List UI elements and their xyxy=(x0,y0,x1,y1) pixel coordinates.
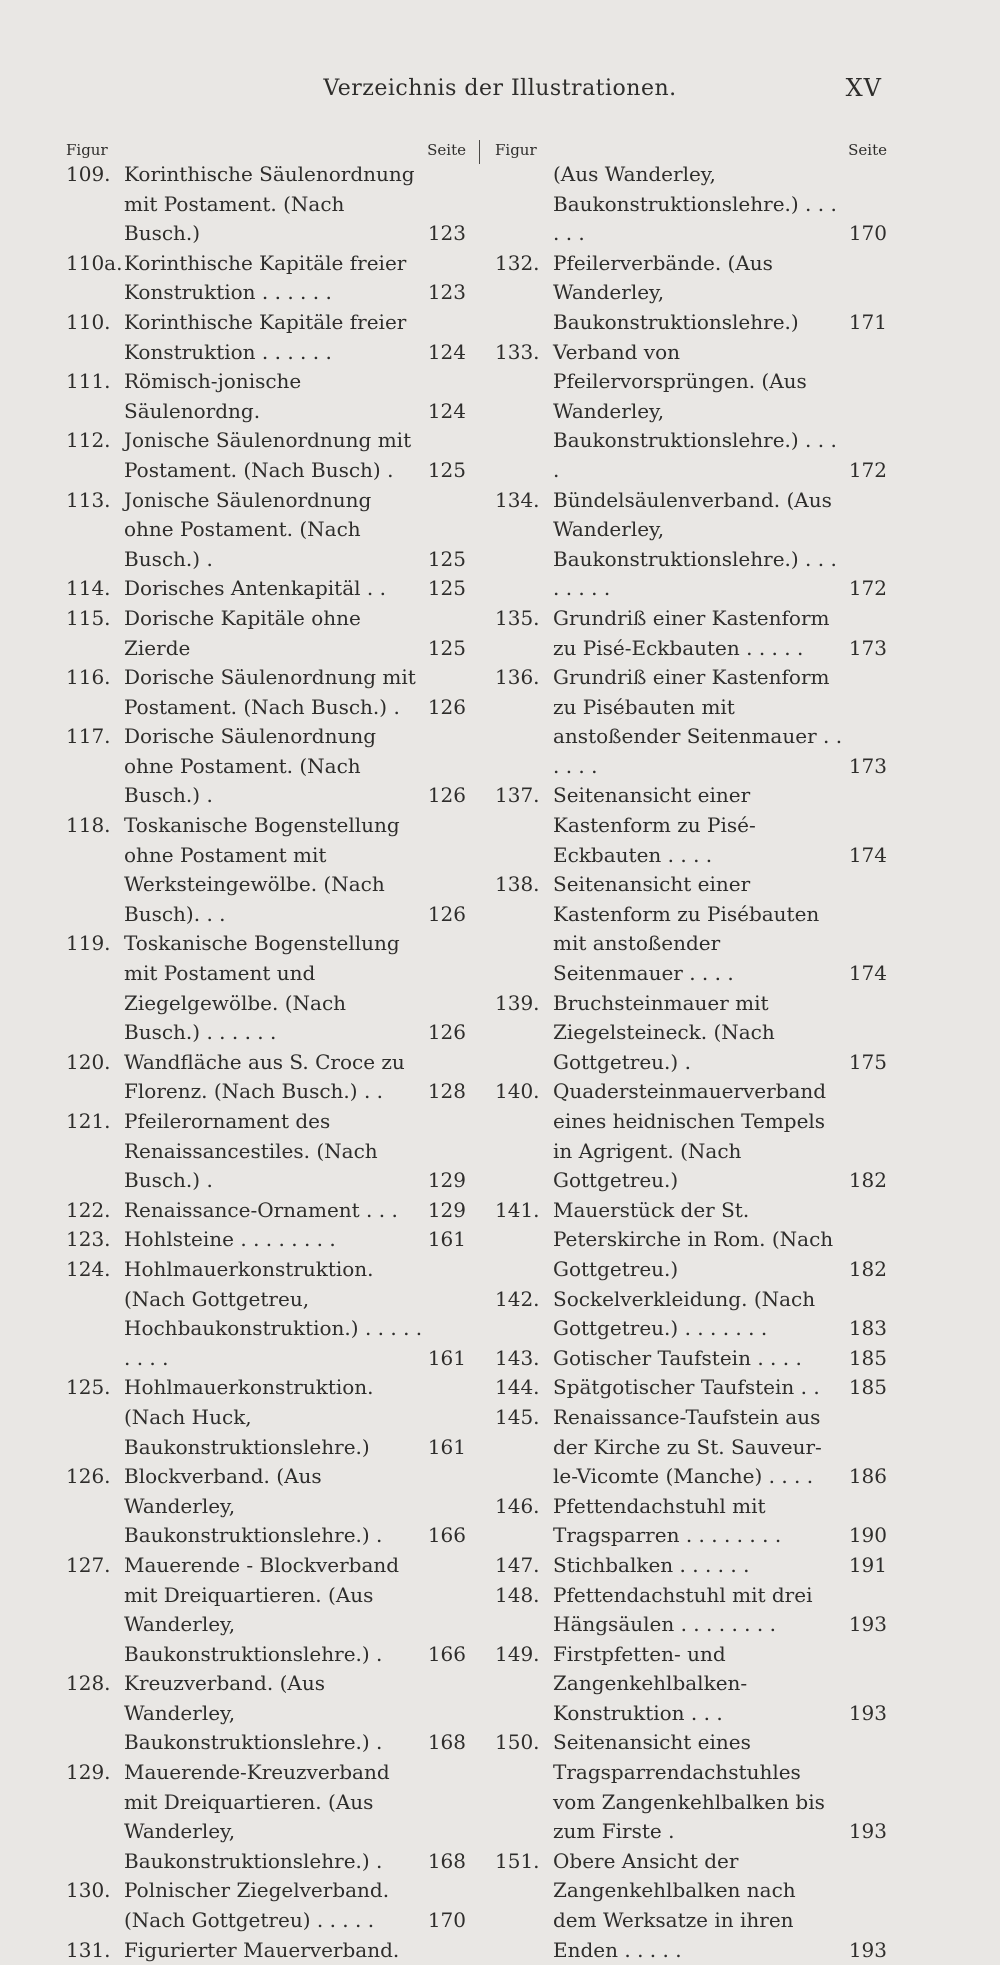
entry-page: 123 xyxy=(427,280,466,305)
entry-text: Blockverband. (Aus Wanderley, Baukonstruktionslehre.) . xyxy=(124,1464,383,1548)
entry-page: 128 xyxy=(427,1079,466,1104)
entry-number: 134. xyxy=(495,487,540,512)
entry-number: 110. xyxy=(66,309,111,334)
entry-page: 174 xyxy=(848,961,887,986)
entry-text: Grundriß einer Kastenform zu Pisébauten mit anstoßender Seitenmauer . . . . . . xyxy=(553,665,843,778)
entry-page: 126 xyxy=(427,901,466,926)
entry-number: 148. xyxy=(495,1582,540,1607)
figure-entry xyxy=(495,781,887,870)
entry-number: 147. xyxy=(495,1552,540,1577)
continued-entry xyxy=(495,160,887,249)
figure-entry xyxy=(66,486,466,575)
entry-number: 122. xyxy=(66,1197,111,1222)
entry-text: Mauerende - Blockverband mit Dreiquartieren. (Aus Wanderley, Baukonstruktionslehre.) . xyxy=(124,1552,400,1666)
entry-number: 140. xyxy=(495,1079,540,1104)
entry-number: 125. xyxy=(66,1375,111,1400)
figure-entry xyxy=(66,249,466,308)
entry-page: 124 xyxy=(427,398,466,423)
figure-entry xyxy=(495,1581,887,1640)
figure-entry xyxy=(66,1373,466,1462)
entry-page: 173 xyxy=(848,635,887,660)
entry-number: 112. xyxy=(66,428,111,453)
entry-number: 126. xyxy=(66,1464,111,1489)
left-entry-list xyxy=(66,160,466,1965)
entry-text: Gotischer Taufstein . . . . xyxy=(553,1345,802,1370)
figure-entry xyxy=(495,870,887,988)
entry-number: 141. xyxy=(495,1197,540,1222)
entry-page: 193 xyxy=(848,1700,887,1725)
right-column xyxy=(495,140,887,1965)
page-heading: Seite xyxy=(427,141,466,159)
figure-heading: Figur xyxy=(495,141,537,159)
entry-text: Renaissance-Taufstein aus der Kirche zu St. Sauveur-le-Vicomte (Manche) . . . . xyxy=(553,1404,822,1489)
entry-page: 172 xyxy=(848,457,887,482)
entry-number: 133. xyxy=(495,339,540,364)
entry-page: 193 xyxy=(848,1937,887,1962)
entry-number: 119. xyxy=(66,931,111,956)
entry-page: 186 xyxy=(848,1464,887,1489)
entry-text: Verband von Pfeilervorsprüngen. (Aus Wanderley, Baukonstruktionslehre.) . . . . xyxy=(553,339,837,482)
entry-text: Dorische Säulenordnung mit Postament. (Nach Busch.) . xyxy=(124,665,416,719)
entry-text: Seitenansicht einer Kastenform zu Pisé-Eckbauten . . . . xyxy=(553,783,756,867)
entry-number: 123. xyxy=(66,1227,111,1252)
entry-text: Quadersteinmauerverband eines heidnischen Tempels in Agrigent. (Nach Gottgetreu.) xyxy=(553,1079,827,1193)
entry-text: Pfettendachstuhl mit Tragsparren . . . . . . . . xyxy=(553,1493,782,1548)
entry-number: 144. xyxy=(495,1375,540,1400)
entry-text: Bündelsäulenverband. (Aus Wanderley, Baukonstruktionslehre.) . . . . . . . . xyxy=(553,487,837,601)
figure-entry xyxy=(495,249,887,338)
entry-text: Hohlsteine . . . . . . . . xyxy=(124,1227,336,1252)
figure-entry xyxy=(495,338,887,486)
entry-text: Pfeilerornament des Renaissancestiles. (Nach Busch.) . xyxy=(124,1109,378,1193)
entry-text: Hohlmauerkonstruktion. (Nach Gottgetreu, Hochbaukonstruktion.) . . . . . . . . . xyxy=(124,1256,423,1370)
entry-text: Obere Ansicht der Zangenkehlbalken nach dem Werksatze in ihren Enden . . . . . xyxy=(553,1848,796,1962)
figure-entry xyxy=(495,989,887,1078)
figure-entry xyxy=(495,1640,887,1729)
entry-page: 129 xyxy=(427,1168,466,1193)
entry-number: 138. xyxy=(495,872,540,897)
figure-entry xyxy=(66,367,466,426)
entry-text: Dorische Kapitäle ohne Zierde xyxy=(124,605,361,660)
entry-number: 132. xyxy=(495,250,540,275)
figure-entry xyxy=(66,1107,466,1196)
entry-text: Spätgotischer Taufstein . . xyxy=(553,1375,820,1400)
entry-text: Korinthische Kapitäle freier Konstruktion . . . . . . xyxy=(124,250,407,305)
entry-text: Stichbalken . . . . . . xyxy=(553,1552,750,1577)
figure-entry xyxy=(66,663,466,722)
figure-entry xyxy=(66,426,466,485)
entry-text: Hohlmauerkonstruktion. (Nach Huck, Baukonstruktionslehre.) xyxy=(124,1375,374,1459)
entry-page: 161 xyxy=(427,1434,466,1459)
entry-number: 117. xyxy=(66,724,111,749)
entry-text: Mauerende-Kreuzverband mit Dreiquartieren. (Aus Wanderley, Baukonstruktionslehre.) . xyxy=(124,1760,390,1873)
entry-number: 111. xyxy=(66,369,111,394)
figure-entry xyxy=(66,1669,466,1758)
entry-page: 171 xyxy=(848,309,887,334)
entry-number: 124. xyxy=(66,1256,111,1281)
figure-entry xyxy=(66,1551,466,1669)
entry-text: Polnischer Ziegelverband. (Nach Gottgetreu) . . . . . xyxy=(124,1878,390,1933)
entry-page: 125 xyxy=(427,457,466,482)
entry-page: 124 xyxy=(427,339,466,364)
figure-entry xyxy=(66,811,466,929)
figure-entry xyxy=(495,1728,887,1846)
entry-number: 129. xyxy=(66,1760,111,1785)
entry-number: 137. xyxy=(495,783,540,808)
page-number: XV xyxy=(845,74,882,102)
entry-text: Pfeilerverbände. (Aus Wanderley, Baukonstruktionslehre.) xyxy=(553,250,799,334)
figure-entry xyxy=(66,1255,466,1373)
entry-text: Dorisches Antenkapitäl . . xyxy=(124,576,386,601)
entry-page: 183 xyxy=(848,1316,887,1341)
figure-entry xyxy=(66,1196,466,1226)
entry-text: Figurierter Mauerverband. xyxy=(124,1937,400,1962)
entry-page: 182 xyxy=(848,1168,887,1193)
page-heading: Seite xyxy=(848,141,887,159)
entry-text: Römisch-jonische Säulenordng. xyxy=(124,369,302,423)
entry-page: 193 xyxy=(848,1819,887,1844)
figure-entry xyxy=(66,1225,466,1255)
figure-entry xyxy=(495,1373,887,1403)
running-title: Verzeichnis der Illustrationen. xyxy=(323,76,677,101)
figure-entry xyxy=(66,1936,466,1965)
entry-number: 121. xyxy=(66,1109,111,1133)
figure-entry xyxy=(66,308,466,367)
entry-text: Seitenansicht eines Tragsparrendachstuhles vom Zangenkehlbalken bis zum Firste . xyxy=(553,1730,825,1844)
figure-entry xyxy=(495,486,887,604)
entry-text: Pfettendachstuhl mit drei Hängsäulen . . . . . . . . xyxy=(553,1582,813,1637)
entry-page: 125 xyxy=(427,635,466,660)
column-divider xyxy=(479,140,480,164)
entry-number: 118. xyxy=(66,813,111,838)
right-entry-list xyxy=(495,249,887,1965)
entry-number: 127. xyxy=(66,1552,111,1577)
entry-page: 170 xyxy=(427,1908,466,1933)
entry-page: 170 xyxy=(848,221,887,246)
entry-number: 143. xyxy=(495,1345,540,1370)
entry-number: 142. xyxy=(495,1286,540,1311)
entry-page: 175 xyxy=(848,1049,887,1074)
entry-page: 168 xyxy=(427,1848,466,1873)
figure-entry xyxy=(66,1048,466,1107)
entry-page: 185 xyxy=(848,1375,887,1400)
entry-number: 146. xyxy=(495,1493,540,1518)
entry-number: 120. xyxy=(66,1049,111,1074)
entry-text: Korinthische Kapitäle freier Konstruktion . . . . . . xyxy=(124,309,407,364)
figure-entry xyxy=(495,1551,887,1581)
entry-text: Korinthische Säulenordnung mit Postament. (Nach Busch.) xyxy=(124,162,415,246)
entry-page: 125 xyxy=(427,576,466,601)
entry-number: 131. xyxy=(66,1937,111,1962)
entry-text: Bruchsteinmauer mit Ziegelsteineck. (Nach Gottgetreu.) . xyxy=(553,990,775,1074)
entry-number: 115. xyxy=(66,605,111,630)
entry-number: 116. xyxy=(66,665,111,690)
entry-text: Renaissance-Ornament . . . xyxy=(124,1197,398,1222)
figure-entry xyxy=(66,929,466,1047)
entry-number: 151. xyxy=(495,1848,540,1873)
figure-entry xyxy=(66,1462,466,1551)
entry-text: Toskanische Bogenstellung ohne Postament mit Werksteingewölbe. (Nach Busch). . . xyxy=(124,813,400,926)
entry-page: 190 xyxy=(848,1523,887,1548)
entry-page: 126 xyxy=(427,1020,466,1045)
entry-page: 182 xyxy=(848,1256,887,1281)
entry-number: 110a. xyxy=(66,250,123,275)
figure-entry xyxy=(495,663,887,781)
entry-page: 193 xyxy=(848,1612,887,1637)
figure-heading: Figur xyxy=(66,141,108,159)
entry-page: 161 xyxy=(427,1345,466,1370)
figure-entry xyxy=(66,1758,466,1876)
entry-text: Kreuzverband. (Aus Wanderley, Baukonstruktionslehre.) . xyxy=(124,1671,383,1755)
entry-number: 130. xyxy=(66,1878,111,1903)
figure-entry xyxy=(495,1077,887,1195)
entry-page: 185 xyxy=(848,1345,887,1370)
entry-page: 168 xyxy=(427,1730,466,1755)
entry-number: 136. xyxy=(495,665,540,690)
entry-page: 173 xyxy=(848,753,887,778)
right-column-header xyxy=(495,140,887,160)
entry-page: 172 xyxy=(848,576,887,601)
entry-text: Seitenansicht einer Kastenform zu Pisébauten mit anstoßender Seitenmauer . . . . xyxy=(553,872,820,986)
entry-page: 191 xyxy=(848,1552,887,1577)
figure-entry xyxy=(66,574,466,604)
entry-number: 128. xyxy=(66,1671,111,1696)
entry-text: Wandfläche aus S. Croce zu Florenz. (Nach Busch.) . . xyxy=(124,1049,405,1104)
entry-page: 166 xyxy=(427,1641,466,1666)
left-column-header xyxy=(66,140,466,160)
figure-entry xyxy=(66,604,466,663)
entry-page: 123 xyxy=(427,221,466,246)
figure-entry xyxy=(495,1847,887,1965)
entry-text: Grundriß einer Kastenform zu Pisé-Eckbauten . . . . . xyxy=(553,605,830,660)
entry-number: 113. xyxy=(66,487,111,512)
entry-number: 149. xyxy=(495,1641,540,1666)
entry-text: Jonische Säulenordnung mit Postament. (Nach Busch) . xyxy=(124,428,412,482)
figure-entry xyxy=(495,1492,887,1551)
figure-entry xyxy=(66,722,466,811)
entry-text: Jonische Säulenordnung ohne Postament. (Nach Busch.) . xyxy=(124,487,372,571)
entry-page: 126 xyxy=(427,783,466,808)
figure-entry xyxy=(495,1196,887,1285)
figure-entry xyxy=(66,160,466,249)
entry-number: 150. xyxy=(495,1730,540,1755)
entry-text: Mauerstück der St. Peterskirche in Rom. (Nach Gottgetreu.) xyxy=(553,1197,834,1281)
entry-number: 145. xyxy=(495,1404,540,1429)
figure-entry xyxy=(495,1403,887,1492)
entry-page: 125 xyxy=(427,546,466,571)
entry-text: Sockelverkleidung. (Nach Gottgetreu.) . . . . . . . xyxy=(553,1286,816,1341)
entry-page: 126 xyxy=(427,694,466,719)
entry-page: 129 xyxy=(427,1197,466,1222)
entry-number: 139. xyxy=(495,990,540,1015)
entry-text: Toskanische Bogenstellung mit Postament und Ziegelgewölbe. (Nach Busch.) . . . . . . xyxy=(124,931,400,1045)
left-column xyxy=(66,140,466,1965)
entry-page: 166 xyxy=(427,1523,466,1548)
figure-entry xyxy=(495,604,887,663)
entry-text: Firstpfetten- und Zangenkehlbalken-Konstruktion . . . xyxy=(553,1641,748,1725)
figure-entry xyxy=(495,1285,887,1344)
entry-number: 109. xyxy=(66,162,111,186)
figure-entry xyxy=(66,1876,466,1935)
entry-number: 114. xyxy=(66,576,111,601)
entry-number: 135. xyxy=(495,605,540,630)
figure-entry xyxy=(495,1344,887,1374)
entry-page: 174 xyxy=(848,842,887,867)
entry-text: Dorische Säulenordnung ohne Postament. (Nach Busch.) . xyxy=(124,724,377,808)
entry-page: 161 xyxy=(427,1227,466,1252)
entry-text: (Aus Wanderley, Baukonstruktionslehre.) . . . . . . xyxy=(553,162,837,246)
